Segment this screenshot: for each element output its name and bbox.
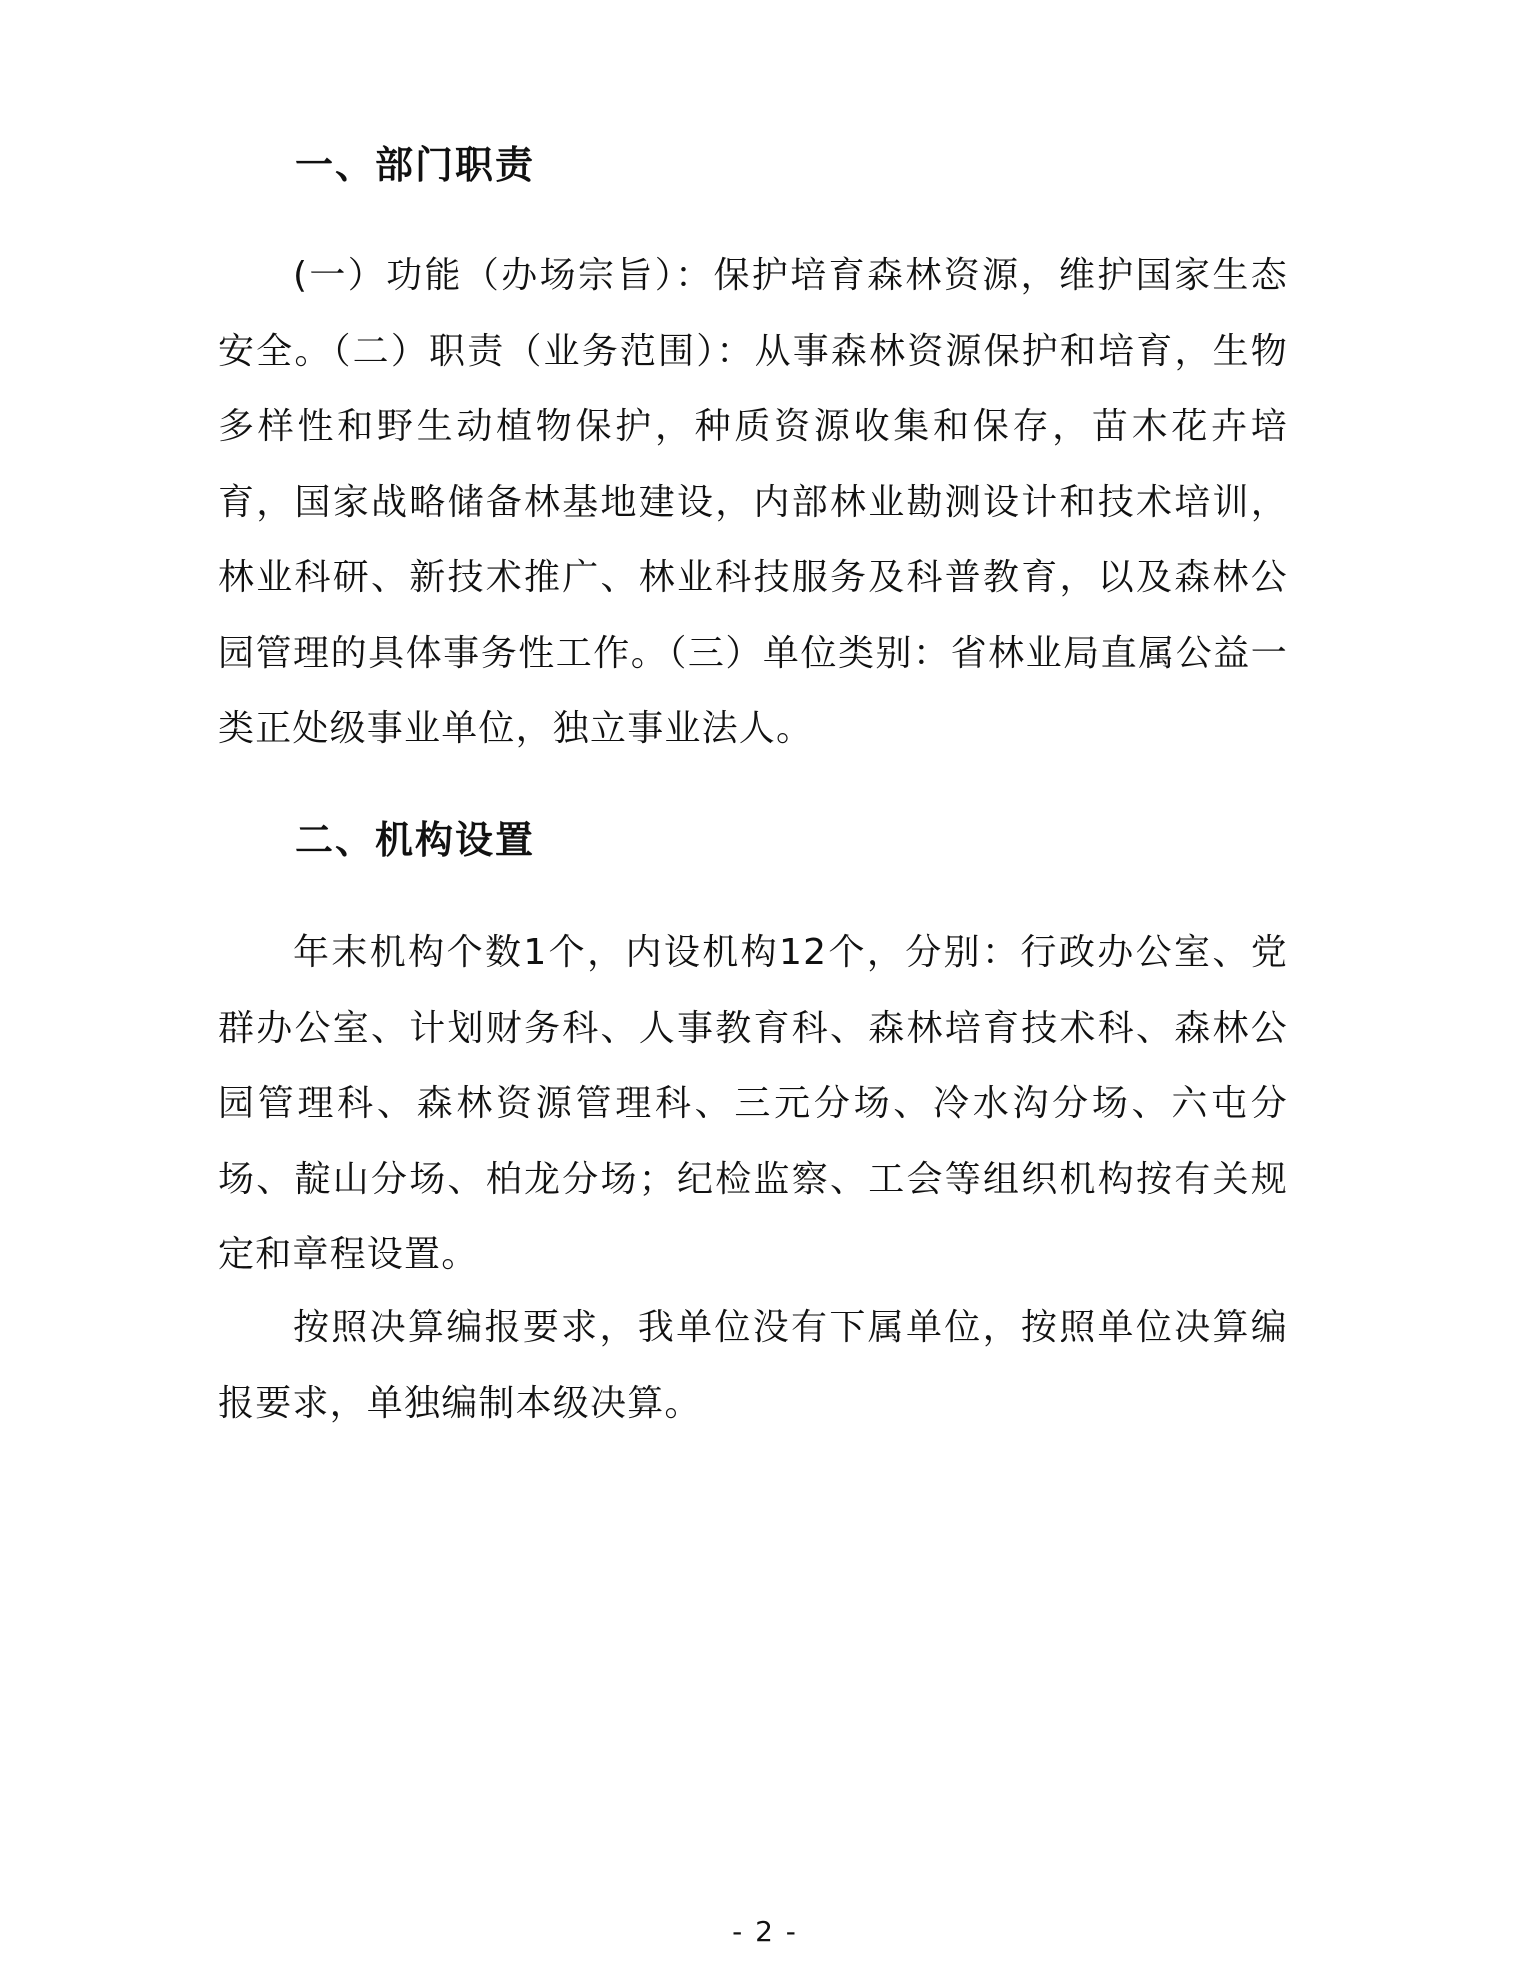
- section-heading-duties: 一、部门职责: [295, 143, 536, 187]
- section-heading-organization: 二、机构设置: [295, 818, 536, 862]
- final-accounts-paragraph: 按照决算编报要求，我单位没有下属单位，按照单位决算编报要求，单独编制本级决算。: [218, 1307, 1288, 1424]
- organization-paragraph: 年末机构个数1个，内设机构12个，分别：行政办公室、党群办公室、计划财务科、人事教育科、森林培育技术科、森林公园管理科、森林资源管理科、三元分场、冷水沟分场、六屯分场、靛山分场、柏龙分场；纪检监察、工会等组织机构按有关规定和章程设置。: [218, 932, 1288, 1275]
- page-number: - 2 -: [732, 1915, 798, 1948]
- duties-paragraph: (一）功能（办场宗旨）：保护培育森林资源，维护国家生态安全。（二）职责（业务范围）：从事森林资源保护和培育，生物多样性和野生动植物保护，种质资源收集和保存，苗木花卉培育，国家战略储备林基地建设，内部林业勘测设计和技术培训，林业科研、新技术推广、林业科技服务及科普教育，以及森林公园管理的具体事务性工作。（三）单位类别：省林业局直属公益一类正处级事业单位，独立事业法人。: [218, 255, 1288, 749]
